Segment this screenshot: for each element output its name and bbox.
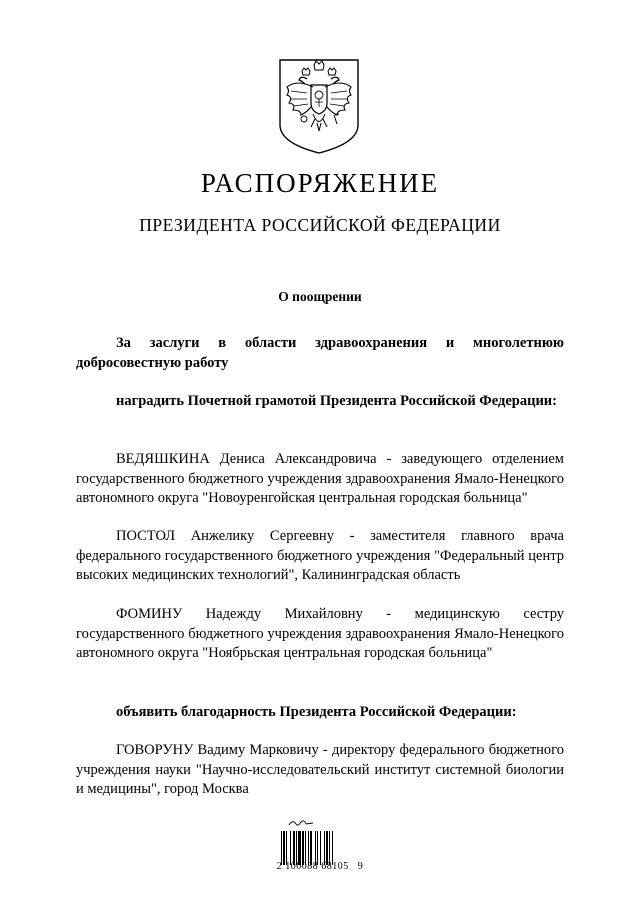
award-recipient-3: ФОМИНУ Надежду Михайловну - медицинскую сестру государственного бюджетного учреждения здравоохранения Ямало-Ненецкого автономного округа "Ноябрьская центральная городская больница"	[76, 606, 564, 661]
coat-of-arms-emblem	[277, 57, 361, 155]
award-recipient-2: ПОСТОЛ Анжелику Сергеевну - заместителя главного врача федерального государственного бюджетного учреждения "Федеральный центр высоких медицинских технологий", Калининградская область	[76, 528, 564, 583]
document-type-heading: РАСПОРЯЖЕНИЕ	[200, 168, 440, 198]
award-heading: наградить Почетной грамотой Президента Российской Федерации:	[116, 393, 557, 409]
preamble-paragraph: За заслуги в области здравоохранения и многолетнюю добросовестную работу	[76, 335, 564, 371]
issuer-heading: ПРЕЗИДЕНТА РОССИЙСКОЙ ФЕДЕРАЦИИ	[139, 215, 501, 235]
gratitude-heading: объявить благодарность Президента Российской Федерации:	[116, 704, 517, 720]
barcode-number: 2 100088 68105 9	[276, 861, 364, 872]
gratitude-recipient-1: ГОВОРУНУ Вадиму Марковичу - директору федерального бюджетного учреждения науки "Научно-исследовательский институт системной биологии и медицины", город Москва	[76, 742, 564, 797]
barcode	[279, 818, 359, 882]
document-subject: О поощрении	[278, 289, 362, 304]
award-recipient-1: ВЕДЯШКИНА Дениса Александровича - заведующего отделением государственного бюджетного учреждения здравоохранения Ямало-Ненецкого автономного округа "Новоуренгойская центральная городская больница"	[76, 451, 564, 506]
